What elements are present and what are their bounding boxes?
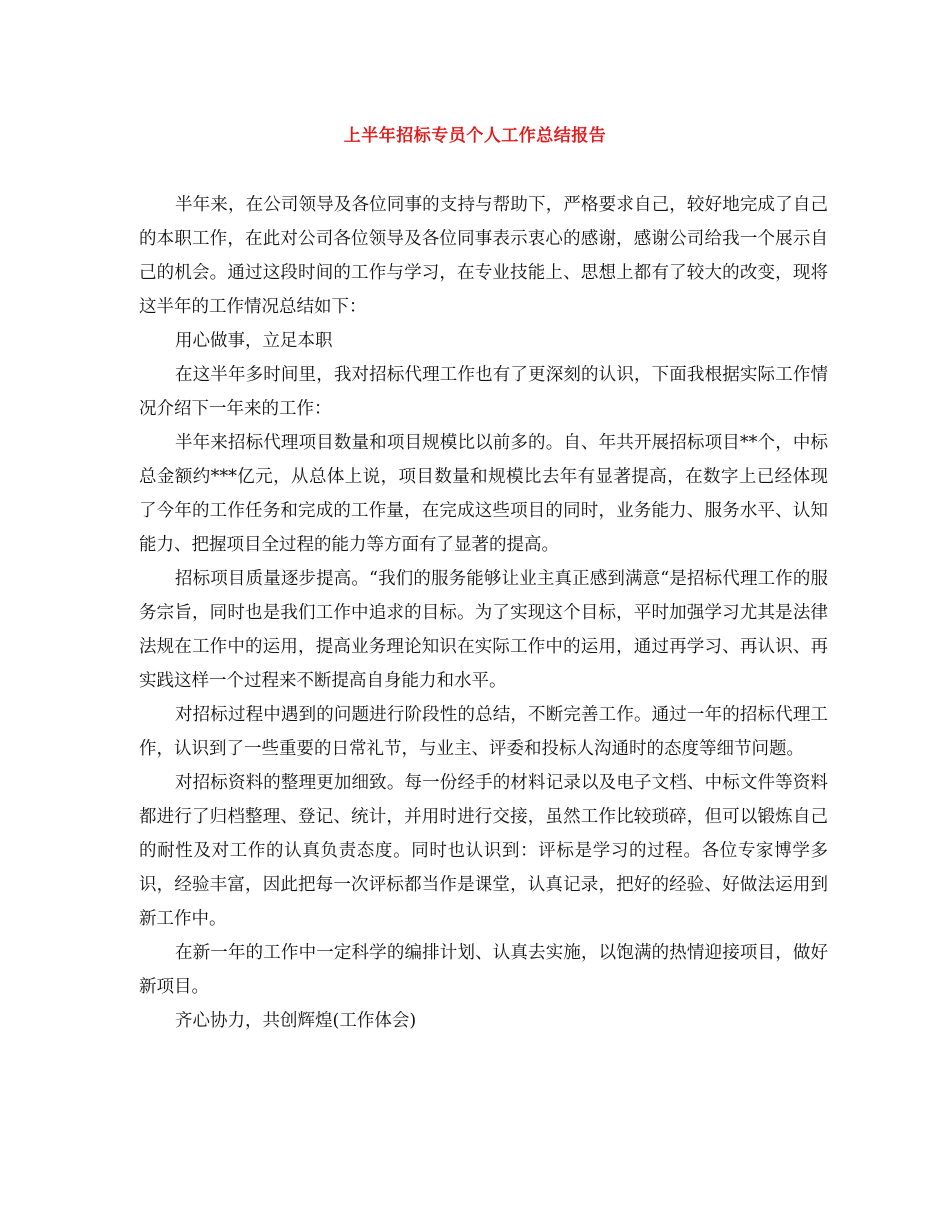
- paragraph-summary-issues: 对招标过程中遇到的问题进行阶段性的总结，不断完善工作。通过一年的招标代理工作，认识到了一些重要的日常礼节，与业主、评委和投标人沟通时的态度等细节问题。: [139, 705, 828, 759]
- paragraph-project-volume: 半年来招标代理项目数量和项目规模比以前多的。自、年共开展招标项目**个，中标总金额约***亿元，从总体上说，项目数量和规模比去年有显著提高，在数字上已经体现了今年的工作任务和完成的工作量，在完成这些项目的同时，业务能力、服务水平、认知能力、把握项目全过程的能力等方面有了显著的提高。: [139, 433, 828, 555]
- paragraph-intro: 半年来，在公司领导及各位同事的支持与帮助下，严格要求自己，较好地完成了自己的本职工作，在此对公司各位领导及各位同事表示衷心的感谢，感谢公司给我一个展示自己的机会。通过这段时间的工作与学习，在专业技能上、思想上都有了较大的改变，现将这半年的工作情况总结如下：: [139, 195, 828, 317]
- section-heading-focus: 用心做事，立足本职: [175, 331, 333, 351]
- paragraph-quality: 招标项目质量逐步提高。“我们的服务能够让业主真正感到满意“是招标代理工作的服务宗旨，同时也是我们工作中追求的目标。为了实现这个目标，平时加强学习尤其是法律法规在工作中的运用，提高业务理论知识在实际工作中的运用，通过再学习、再认识、再实践这样一个过程来不断提高自身能力和水平。: [139, 569, 828, 691]
- paragraph-next-year-plan: 在新一年的工作中一定科学的编排计划、认真去实施，以饱满的热情迎接项目，做好新项目。: [139, 943, 828, 997]
- section-heading-teamwork: 齐心协力，共创辉煌(工作体会): [175, 1011, 417, 1031]
- document-body: [139, 188, 828, 1038]
- paragraph-overview: 在这半年多时间里，我对招标代理工作也有了更深刻的认识，下面我根据实际工作情况介绍下一年来的工作：: [139, 365, 828, 419]
- paragraph-document-organization: 对招标资料的整理更加细致。每一份经手的材料记录以及电子文档、中标文件等资料都进行了归档整理、登记、统计，并用时进行交接，虽然工作比较琐碎，但可以锻炼自己的耐性及对工作的认真负责态度。同时也认识到：评标是学习的过程。各位专家博学多识，经验丰富，因此把每一次评标都当作是课堂，认真记录，把好的经验、好做法运用到新工作中。: [139, 773, 828, 929]
- document-title: 上半年招标专员个人工作总结报告: [343, 126, 607, 146]
